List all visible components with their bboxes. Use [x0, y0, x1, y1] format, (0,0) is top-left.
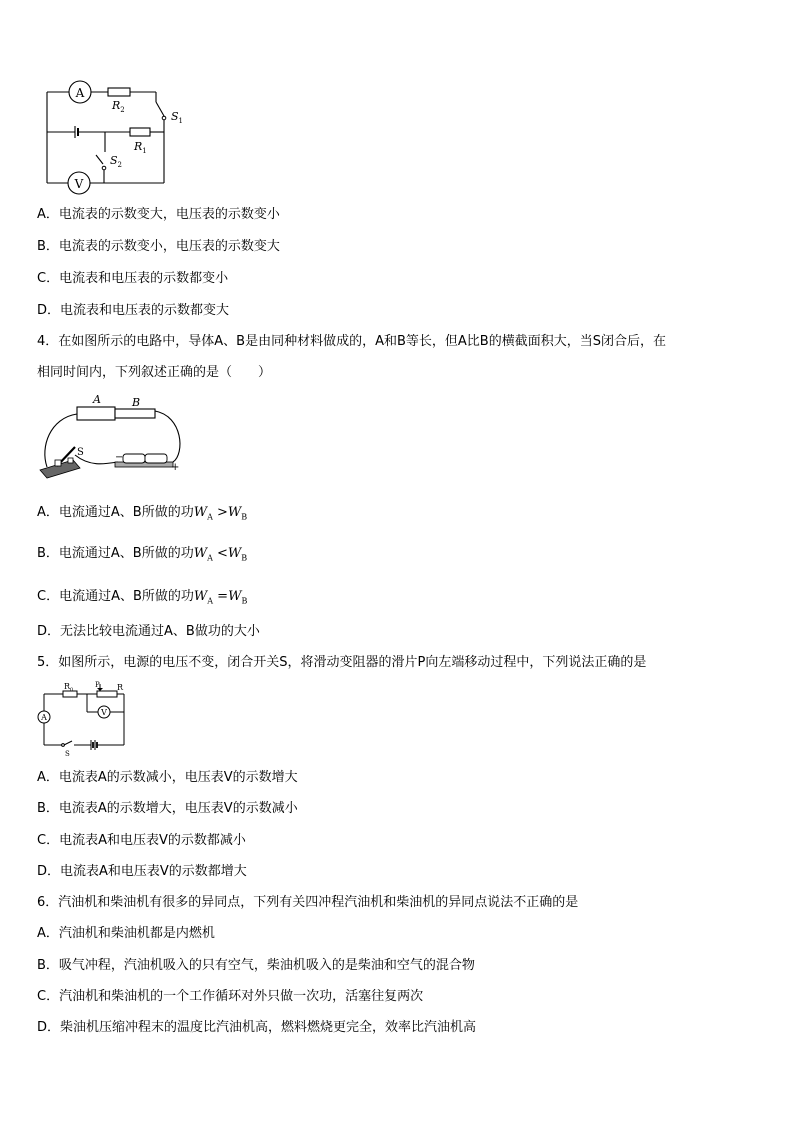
ammeter-label: A [75, 86, 85, 100]
circuit-diagram-3 [34, 680, 134, 760]
formula-wa-eq-wb: $W_A =W_B$ [193, 589, 248, 606]
q5-option-a: A．电流表A的示数减小，电压表V的示数增大 [37, 770, 298, 785]
switch-label: S [77, 447, 84, 458]
r0-label: R [64, 682, 71, 691]
switch-label-3: S [65, 750, 70, 758]
q4-option-b: B．电流通过A、B所做的功$W_A <W_B$ [37, 546, 248, 563]
q3-option-b: B．电流表的示数变小，电压表的示数变大 [37, 239, 280, 254]
q6-stem: 6．汽油机和柴油机有很多的异同点，下列有关四冲程汽油机和柴油机的异同点说法不正确的是 [37, 895, 579, 910]
q4-option-d: D．无法比较电流通过A、B做功的大小 [37, 624, 260, 639]
q5-stem: 5．如图所示，电源的电压不变，闭合开关S，将滑动变阻器的滑片P向左端移动过程中，下列说法正确的是 [37, 655, 647, 670]
circuit-diagram-1 [30, 80, 190, 195]
q3-option-a: A．电流表的示数变大，电压表的示数变小 [37, 207, 280, 222]
q5-option-c: C．电流表A和电压表V的示数都减小 [37, 833, 246, 848]
q3-option-d: D．电流表和电压表的示数都变大 [37, 303, 230, 318]
svg-text:R1: $R_1$ [134, 140, 147, 155]
r1-label: R [134, 140, 143, 153]
s1-label: S [171, 110, 179, 123]
voltmeter-label-3: V [101, 708, 107, 717]
voltmeter-label: V [74, 177, 84, 191]
q4-stem-line1: 4．在如图所示的电路中，导体A、B是由同种材料做成的，A和B等长，但A比B的横截面积大，当S闭合后，在 [37, 334, 666, 349]
q6-option-c: C．汽油机和柴油机的一个工作循环对外只做一次功，活塞往复两次 [37, 989, 424, 1004]
q4-option-a: A．电流通过A、B所做的功$W_A >W_B$ [37, 505, 248, 522]
rheostat-r-label: R [117, 683, 124, 692]
q6-option-d: D．柴油机压缩冲程末的温度比汽油机高，燃料燃烧更完全，效率比汽油机高 [37, 1020, 477, 1035]
q5-option-b: B．电流表A的示数增大，电压表V的示数减小 [37, 801, 298, 816]
q6-option-a: A．汽油机和柴油机都是内燃机 [37, 926, 215, 941]
q4-stem-line2: 相同时间内，下列叙述正确的是（ ） [37, 365, 272, 380]
q6-option-b: B．吸气冲程，汽油机吸入的只有空气，柴油机吸入的是柴油和空气的混合物 [37, 958, 475, 973]
svg-text:S2: $S_2$ [110, 154, 123, 169]
r2-label: R [112, 99, 121, 112]
conductor-circuit-figure [35, 392, 185, 480]
svg-text:R0: $R_0$ [64, 682, 74, 693]
conductor-b-label: B [132, 396, 141, 409]
formula-wa-gt-wb: $W_A >W_B$ [193, 505, 248, 522]
formula-wa-lt-wb: $W_A <W_B$ [193, 546, 248, 563]
q5-option-d: D．电流表A和电压表V的示数都增大 [37, 864, 247, 879]
minus-label: − [115, 452, 124, 463]
q3-option-c: C．电流表和电压表的示数都变小 [37, 271, 229, 286]
plus-label: + [171, 462, 180, 473]
svg-text:R2: $R_2$ [112, 99, 125, 114]
slider-p-label: P [95, 681, 100, 689]
conductor-a-label: A [93, 393, 101, 406]
ammeter-label-3: A [41, 713, 47, 722]
s2-label: S [110, 154, 118, 167]
svg-text:S1: $S_1$ [171, 110, 184, 125]
q4-option-c: C．电流通过A、B所做的功$W_A =W_B$ [37, 589, 248, 606]
